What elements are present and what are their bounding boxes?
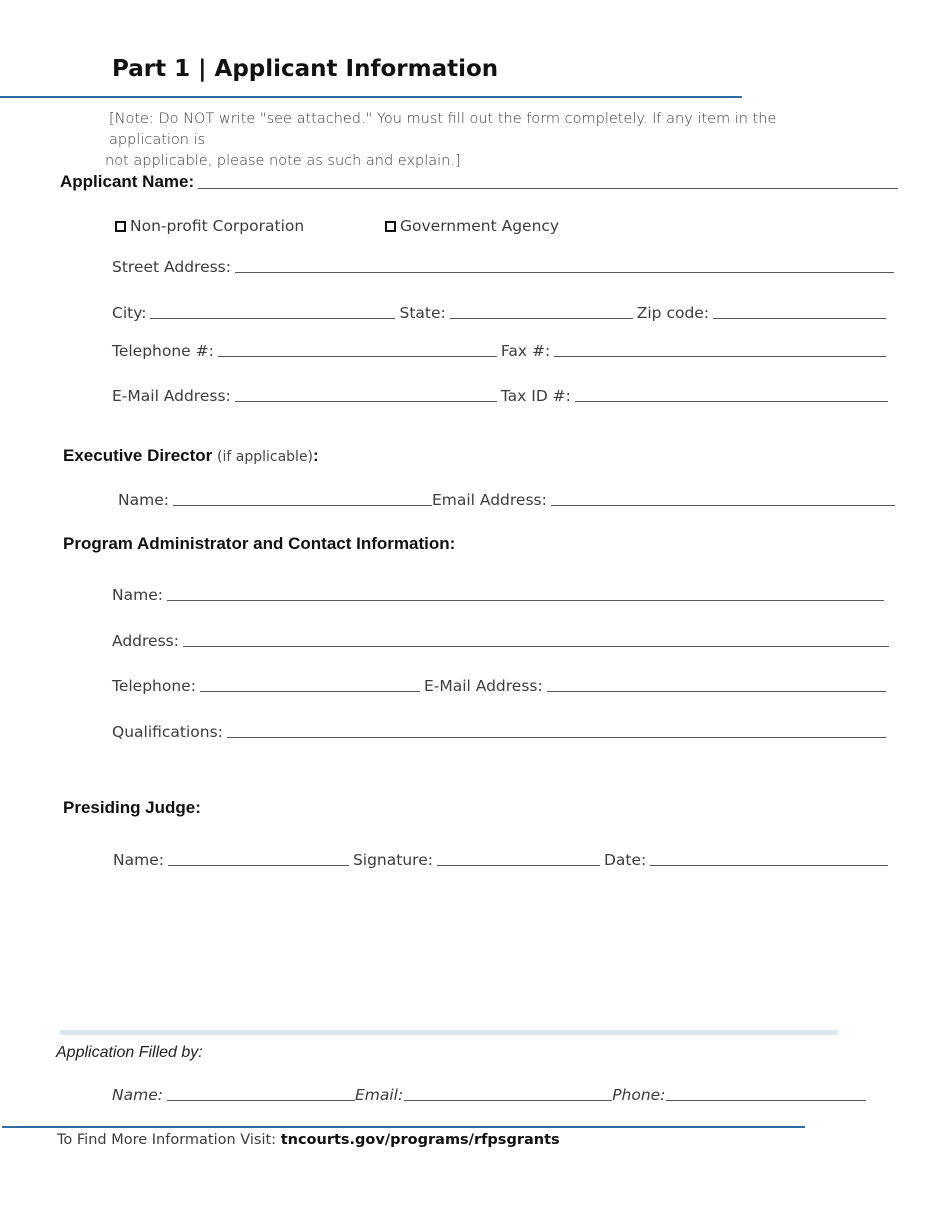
fb-name-field[interactable] [167, 1099, 355, 1101]
fb-email-field[interactable] [404, 1099, 612, 1101]
section-divider [60, 1030, 838, 1035]
filled-by-row [112, 1086, 866, 1104]
option-government-label: Government Agency [400, 217, 560, 235]
executive-director-row [118, 491, 895, 509]
instruction-note [105, 109, 845, 172]
pa-qualifications-label: Qualifications: [112, 723, 223, 741]
pa-name-row [112, 586, 884, 604]
state-field[interactable] [450, 317, 633, 319]
city-label: City: [112, 304, 147, 322]
pa-telephone-email-row [112, 677, 886, 695]
pa-name-label: Name: [112, 586, 163, 604]
executive-director-title: Executive Director [63, 446, 213, 465]
pa-address-label: Address: [112, 632, 179, 650]
pa-email-label: E-Mail Address: [423, 677, 543, 695]
fax-label: Fax #: [500, 342, 551, 360]
footer-prefix: To Find More Information Visit: [57, 1132, 277, 1148]
footer [57, 1132, 560, 1148]
executive-director-paren: (if applicable) [217, 449, 314, 465]
zip-label: Zip code: [636, 304, 710, 322]
pa-telephone-field[interactable] [200, 690, 420, 692]
city-field[interactable] [150, 317, 395, 319]
pa-qualifications-row [112, 723, 886, 741]
tax-id-field[interactable] [575, 400, 888, 402]
filled-by-heading: Application Filled by: [56, 1044, 203, 1061]
ed-email-label: Email Address: [431, 491, 547, 509]
applicant-email-label: E-Mail Address: [112, 387, 231, 405]
note-line-1: [Note: Do NOT write "see attached." You must fill out the form completely. If any item in the application is [109, 111, 777, 148]
pa-address-field[interactable] [183, 645, 889, 647]
ed-email-field[interactable] [551, 504, 895, 506]
pa-qualifications-field[interactable] [227, 736, 886, 738]
telephone-label: Telephone #: [112, 342, 214, 360]
pj-signature-field[interactable] [437, 864, 600, 866]
ed-name-label: Name: [118, 491, 169, 509]
street-address-label: Street Address: [112, 258, 231, 276]
title-divider [0, 96, 742, 98]
zip-field[interactable] [713, 317, 886, 319]
applicant-email-field[interactable] [235, 400, 497, 402]
fb-phone-field[interactable] [666, 1099, 866, 1101]
pj-signature-label: Signature: [352, 851, 433, 869]
applicant-name-label: Applicant Name: [60, 172, 195, 191]
fb-phone-label: Phone: [612, 1086, 666, 1104]
note-line-2: not applicable, please note as such and explain.] [105, 153, 461, 169]
street-address-field[interactable] [235, 271, 894, 273]
executive-director-colon: : [313, 446, 319, 465]
fax-field[interactable] [554, 355, 886, 357]
tax-id-label: Tax ID #: [500, 387, 571, 405]
state-label: State: [399, 304, 446, 322]
executive-director-heading [63, 446, 319, 466]
applicant-name-field[interactable] [198, 187, 898, 189]
option-government[interactable] [385, 217, 559, 235]
city-state-zip-row [112, 304, 886, 322]
option-nonprofit-label: Non-profit Corporation [130, 217, 305, 235]
ed-name-field[interactable] [173, 504, 432, 506]
page-title: Part 1 | Applicant Information [112, 56, 499, 82]
fb-email-label: Email: [354, 1086, 404, 1104]
option-nonprofit[interactable] [115, 217, 304, 235]
street-address-row [112, 258, 894, 276]
applicant-name-row [60, 172, 898, 192]
pj-date-label: Date: [603, 851, 647, 869]
pa-telephone-label: Telephone: [112, 677, 196, 695]
presiding-judge-row [113, 851, 888, 869]
pj-date-field[interactable] [650, 864, 888, 866]
pa-email-field[interactable] [547, 690, 886, 692]
program-admin-heading: Program Administrator and Contact Information: [63, 534, 456, 553]
fb-name-label: Name: [112, 1086, 163, 1104]
pa-address-row [112, 632, 889, 650]
footer-divider [2, 1126, 805, 1128]
presiding-judge-heading: Presiding Judge: [63, 798, 201, 817]
telephone-fax-row [112, 342, 886, 360]
telephone-field[interactable] [218, 355, 497, 357]
checkbox-government[interactable] [385, 221, 396, 232]
pj-name-label: Name: [113, 851, 164, 869]
checkbox-nonprofit[interactable] [115, 221, 126, 232]
email-taxid-row [112, 387, 888, 405]
pa-name-field[interactable] [167, 599, 884, 601]
pj-name-field[interactable] [168, 864, 349, 866]
footer-link[interactable]: tncourts.gov/programs/rfpsgrants [280, 1132, 560, 1148]
